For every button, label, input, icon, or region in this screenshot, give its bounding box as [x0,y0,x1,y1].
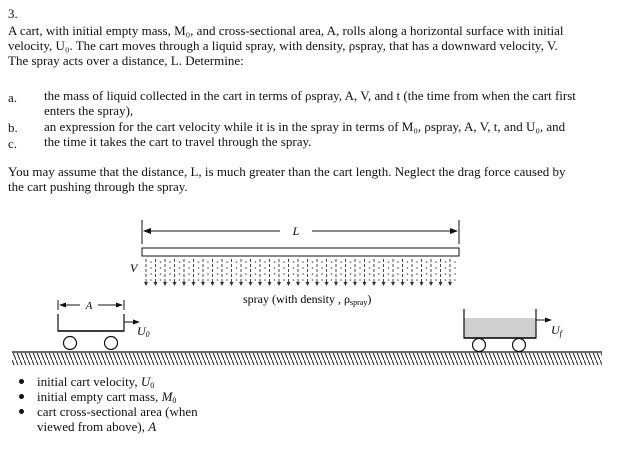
spray-droplet [369,279,371,281]
spray-droplet [188,279,190,281]
spray-arrowhead [420,282,424,286]
spray-droplet [226,273,228,275]
spray-droplet [283,273,285,275]
spray-droplet [378,261,380,263]
question-a-label: a. [8,90,18,105]
spray-droplet [331,279,333,281]
spray-arrowhead [230,282,234,286]
spray-droplet [369,267,371,269]
spray-arrowhead [401,282,405,286]
assumption-line-2: the cart pushing through the spray. [8,179,188,194]
spray-droplet [445,273,447,275]
spray-droplet [397,267,399,269]
spray-droplet [255,273,257,275]
spray-droplet [179,267,181,269]
question-c-line-1: the time it takes the cart to travel through the spray. [44,134,312,149]
spray-droplet [407,273,409,275]
spray-arrowhead [325,282,329,286]
spray-droplet [331,261,333,263]
wheel [105,337,118,350]
spray-arrowhead [173,282,177,286]
spray-droplet [321,279,323,281]
spray-droplet [312,267,314,269]
spray-arrowhead [391,282,395,286]
question-a-line-2: enters the spray), [44,103,134,118]
spray-manifold [142,248,459,256]
spray-arrowhead [306,282,310,286]
initial-velocity-label: U0 [137,324,150,339]
spray-droplet [331,273,333,275]
spray-arrowhead [192,282,196,286]
bullet-dot [19,379,24,384]
collected-liquid [464,318,536,338]
spray-droplet [426,273,428,275]
spray-droplet [150,261,152,263]
spray-droplet [245,273,247,275]
spray-droplet [283,279,285,281]
question-b-label: b. [8,120,18,135]
initial-cart [58,300,150,350]
spray-arrowhead [429,282,433,286]
spray-droplet [340,273,342,275]
spray-droplet [359,267,361,269]
assumption-line-1: You may assume that the distance, L, is much greater than the cart length. Neglect the drag force caused by [8,164,566,179]
spray-droplet [255,261,257,263]
spray-droplet [236,273,238,275]
question-a-line-1: the mass of liquid collected in the cart in terms of ρspray, A, V, and t (the time from when the cart first [44,88,576,103]
spray-arrowhead [382,282,386,286]
spray-arrowhead [410,282,414,286]
spray-droplet [388,261,390,263]
spray-droplet [264,267,266,269]
spray-droplet [321,267,323,269]
spray-droplet [264,279,266,281]
spray-arrowhead [258,282,262,286]
spray-droplet [302,261,304,263]
spray-droplet [245,267,247,269]
final-cart [464,309,564,352]
spray-droplet [160,273,162,275]
spray-droplet [378,273,380,275]
given-list [18,374,278,434]
bullet-dot [19,394,24,399]
wheel [64,337,77,350]
intro-line-1: A cart, with initial empty mass, M₀, and cross-sectional area, A, rolls along a horizontal surface with initial [8,23,564,38]
spray-droplet [454,273,456,275]
spray-droplet [245,279,247,281]
spray-droplet [217,273,219,275]
spray-arrowhead [144,282,148,286]
spray-droplet [207,267,209,269]
spray-droplet [445,267,447,269]
spray-droplet [226,267,228,269]
spray-arrowhead [315,282,319,286]
spray-droplet [150,267,152,269]
spray-droplet [397,279,399,281]
spray-arrowhead [182,282,186,286]
spray-droplet [160,267,162,269]
spray-droplet [293,261,295,263]
spray-droplet [150,279,152,281]
spray-droplet [302,279,304,281]
spray-droplet [302,267,304,269]
wheel [473,339,486,352]
spray-arrowhead [334,282,338,286]
spray-arrowhead [448,282,452,286]
spray-droplet [369,261,371,263]
spray-droplet [302,273,304,275]
spray-droplet [445,279,447,281]
spray-droplet [226,261,228,263]
spray-droplet [217,261,219,263]
spray-droplet [160,279,162,281]
spray-droplet [198,273,200,275]
spray-droplet [416,261,418,263]
given-item: initial cart velocity, $U_0$ [18,374,278,389]
spray-droplet [179,279,181,281]
spray-droplet [150,273,152,275]
spray-droplet [359,273,361,275]
spray-droplet [179,261,181,263]
spray-droplet [397,261,399,263]
spray-droplet [388,273,390,275]
spray-droplet [293,267,295,269]
spray-arrowhead [211,282,215,286]
bullet-dot [19,409,24,414]
spray-droplet [454,279,456,281]
spray-arrowhead [201,282,205,286]
spray-droplet [378,279,380,281]
spray-arrowhead [439,282,443,286]
spray-droplet [321,273,323,275]
spray-droplet [426,261,428,263]
spray-arrowhead [372,282,376,286]
final-velocity-label: Uf [551,323,562,338]
spray-arrowhead [220,282,224,286]
spray-droplet [321,261,323,263]
spray-arrowhead [344,282,348,286]
intro-line-3: The spray acts over a distance, L. Determine: [8,53,244,68]
spray-droplet [340,267,342,269]
spray-droplet [226,279,228,281]
length-label: L [292,224,300,238]
spray-droplet [188,261,190,263]
spray-droplet [160,261,162,263]
spray-droplet [445,261,447,263]
spray-arrowhead [296,282,300,286]
spray-velocity-label: V [130,261,138,275]
spray-arrowhead [287,282,291,286]
ground [12,352,602,365]
spray-arrowhead [363,282,367,286]
spray-droplet [359,279,361,281]
spray-droplet [188,273,190,275]
spray-droplet [169,261,171,263]
spray-droplet [283,261,285,263]
given-item: cart cross-sectional area (when viewed from above), A [18,404,278,434]
spray-droplet [236,261,238,263]
spray-droplet [350,261,352,263]
spray-droplet [350,279,352,281]
spray-droplet [198,267,200,269]
spray-droplet [397,273,399,275]
spray-droplet [435,279,437,281]
spray-droplet [312,261,314,263]
question-b-line-1: an expression for the cart velocity while it is in the spray in terms of M₀, ρspray, A, V, t, and U₀, and [44,119,566,134]
spray-droplet [416,279,418,281]
spray-droplet [207,279,209,281]
spray-droplet [283,267,285,269]
spray-droplet [169,267,171,269]
spray-droplet [188,267,190,269]
spray-droplet [207,273,209,275]
spray-droplet [217,279,219,281]
spray-droplet [274,279,276,281]
spray-arrowhead [353,282,357,286]
spray-droplet [435,273,437,275]
area-label: A [85,300,93,312]
spray-droplet [169,273,171,275]
length-dimension [142,220,459,244]
spray-droplet [169,279,171,281]
spray-droplet [435,261,437,263]
spray-droplet [350,273,352,275]
spray-droplet [255,279,257,281]
spray-droplet [388,279,390,281]
spray-droplet [274,261,276,263]
spray-droplet [236,267,238,269]
spray-droplet [312,279,314,281]
given-item: initial empty cart mass, $M_0$ [18,389,278,404]
spray-droplet [293,279,295,281]
spray-droplet [293,273,295,275]
spray-arrowhead [163,282,167,286]
intro-line-2: velocity, U₀. The cart moves through a liquid spray, with density, ρspray, that has a downward velocity, V. [8,38,558,53]
spray-droplet [264,273,266,275]
spray-droplet [407,261,409,263]
spray-droplet [340,261,342,263]
spray-arrowhead [268,282,272,286]
spray-droplet [435,267,437,269]
spray-droplet [179,273,181,275]
spray-droplet [454,267,456,269]
spray-droplet [416,273,418,275]
spray-droplet [198,279,200,281]
spray-droplet [350,267,352,269]
spray-droplet [331,267,333,269]
spray-droplet [274,267,276,269]
spray-droplet [217,267,219,269]
spray-droplet [407,267,409,269]
spray-droplet [407,279,409,281]
spray-droplet [388,267,390,269]
spray-droplet [198,261,200,263]
spray-arrowhead [277,282,281,286]
spray-label: spray (with density , ρspray) [243,292,372,307]
spray-droplet [236,279,238,281]
spray-droplet [245,261,247,263]
problem-number: 3. [8,6,18,21]
spray-droplet [264,261,266,263]
spray-region [144,259,456,286]
wheel [513,339,526,352]
spray-droplet [426,267,428,269]
spray-droplet [207,261,209,263]
spray-droplet [255,267,257,269]
question-c-label: c. [8,136,18,151]
spray-droplet [369,273,371,275]
spray-droplet [274,273,276,275]
spray-droplet [312,273,314,275]
spray-droplet [426,279,428,281]
spray-arrowhead [154,282,158,286]
spray-droplet [378,267,380,269]
spray-droplet [416,267,418,269]
spray-droplet [340,279,342,281]
spray-arrowhead [239,282,243,286]
spray-droplet [454,261,456,263]
spray-arrowhead [249,282,253,286]
spray-droplet [359,261,361,263]
